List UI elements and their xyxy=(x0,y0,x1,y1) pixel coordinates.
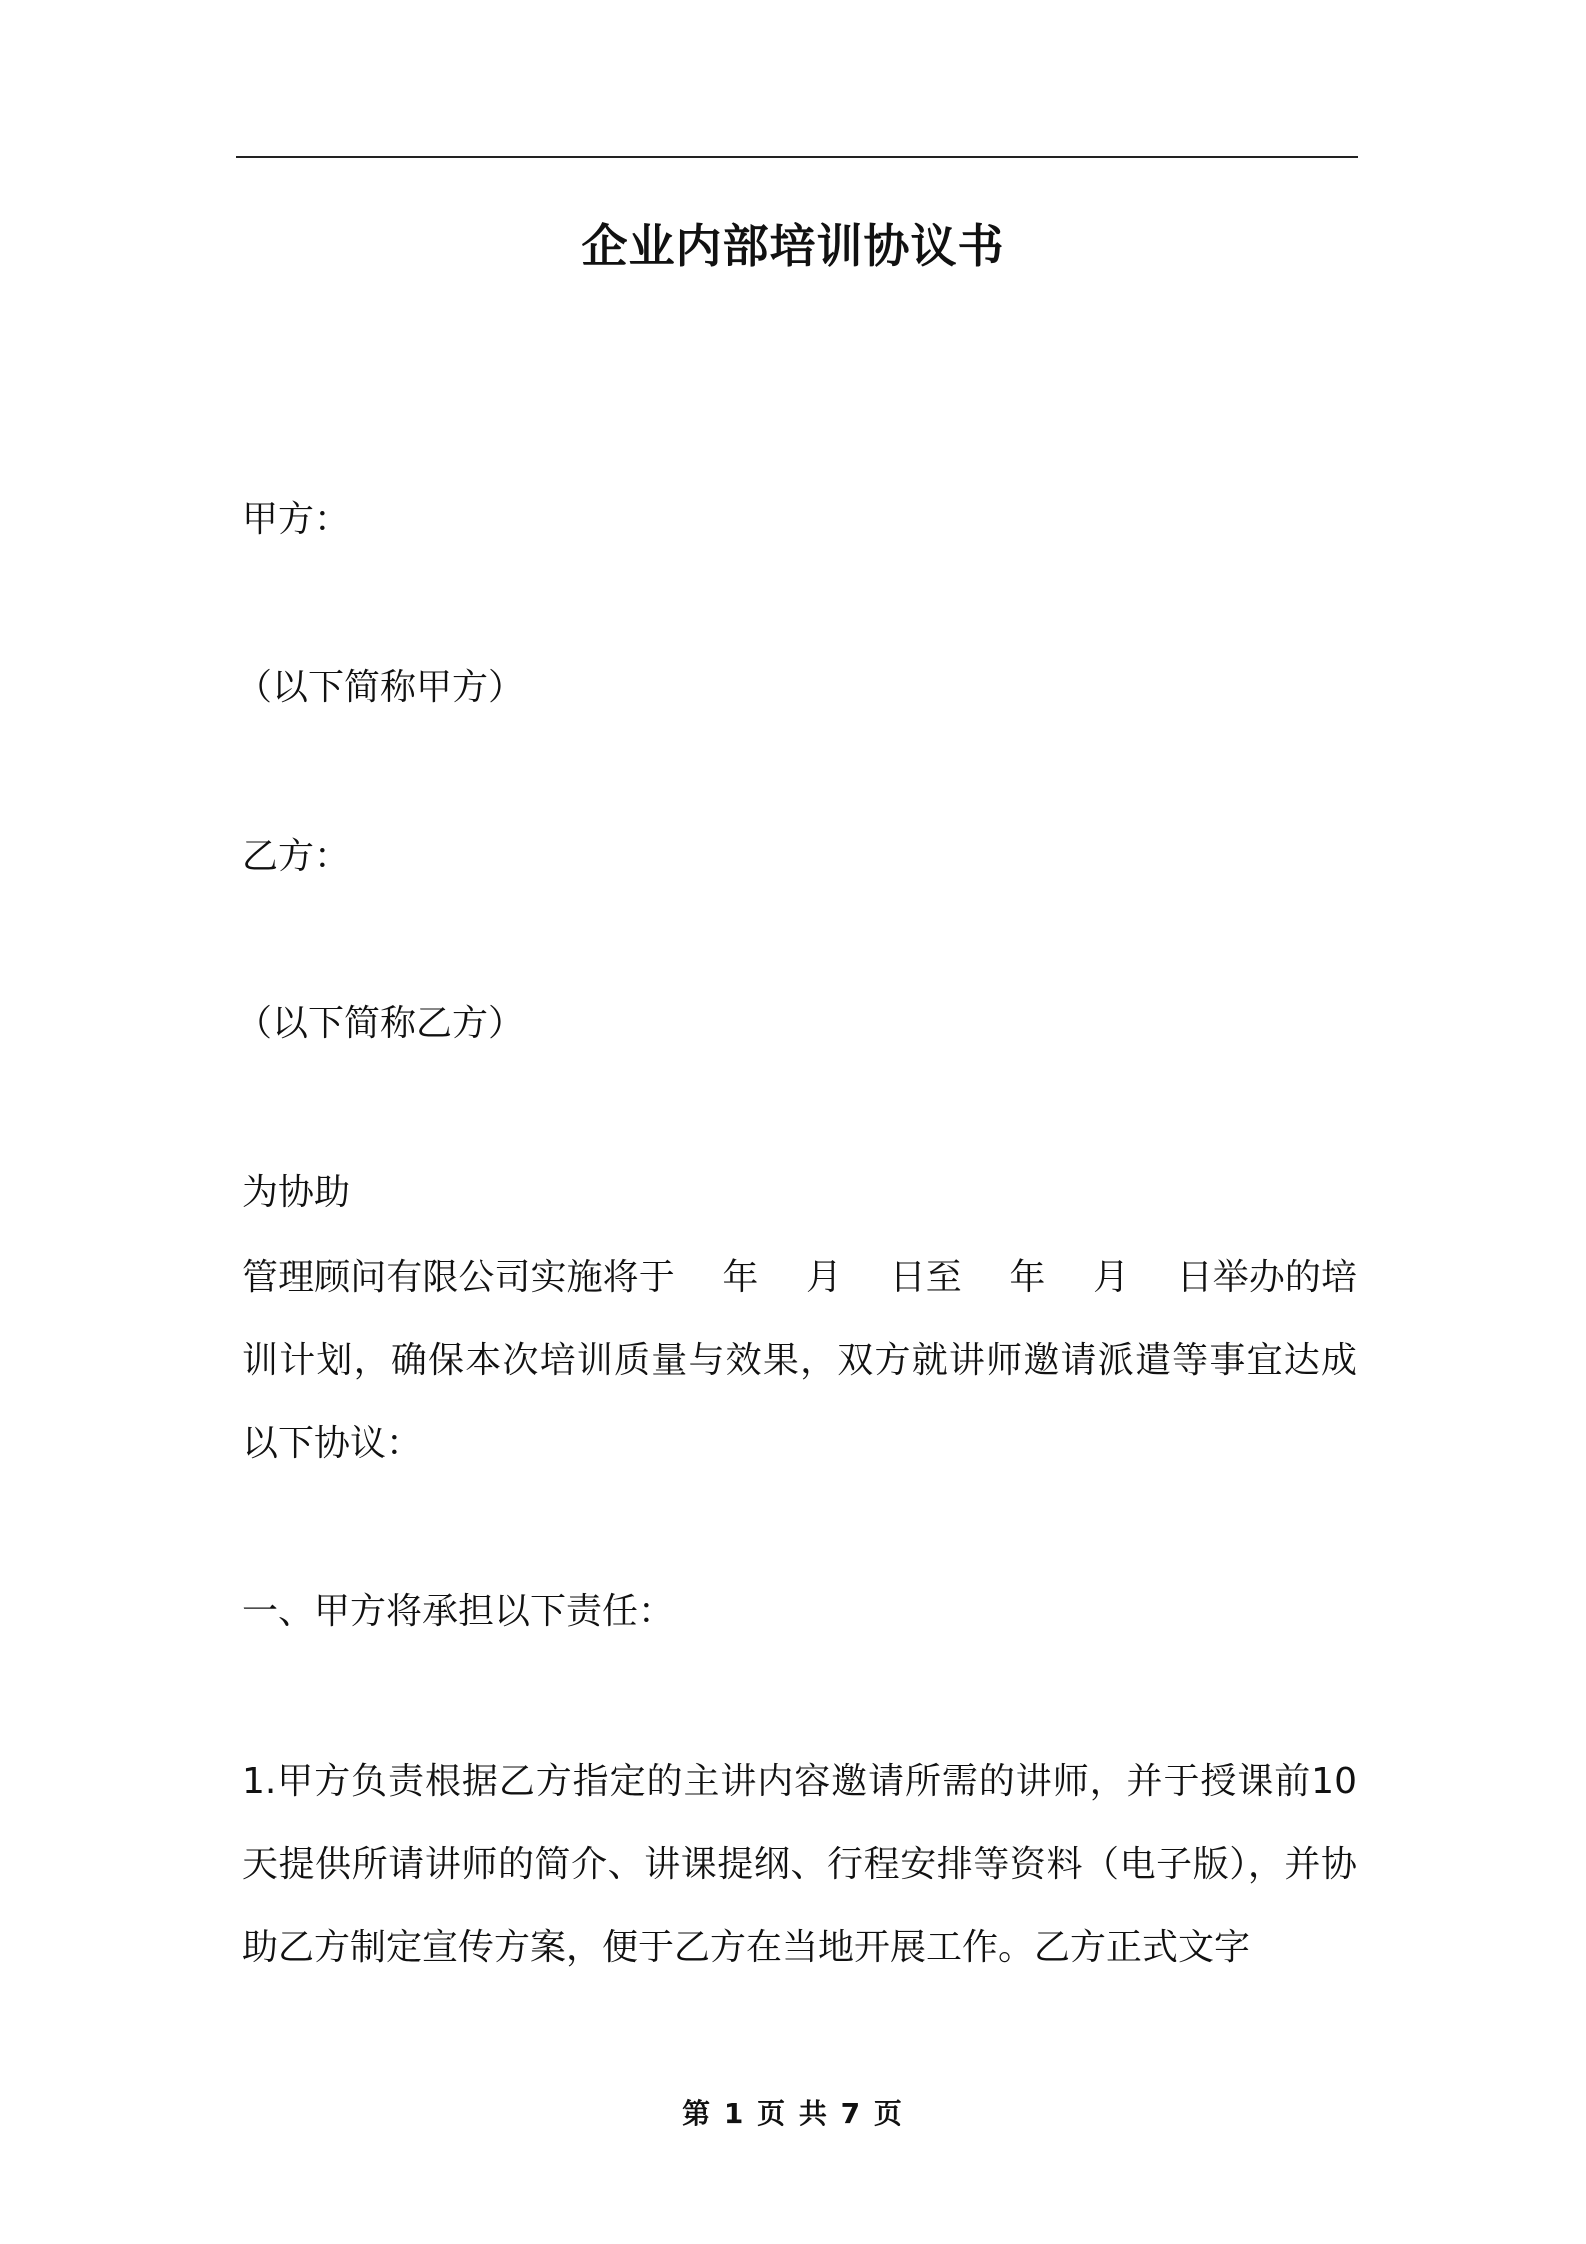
document-title: 企业内部培训协议书 xyxy=(581,219,1005,273)
header-rule xyxy=(236,156,1358,158)
party-a-label: 甲方： xyxy=(242,499,351,540)
intro-paragraph: 管理顾问有限公司实施将于 年 月 日至 年 月 日举办的培训计划，确保本次培训质量与效果，双方就讲师邀请派遣等事宜达成以下协议： xyxy=(242,1257,1357,1464)
party-b-alias: （以下简称乙方） xyxy=(236,1003,525,1044)
section-one-heading: 一、甲方将承担以下责任： xyxy=(242,1591,675,1632)
page-footer: 第 1 页 共 7 页 xyxy=(682,2097,904,2130)
intro-line: 为协助 xyxy=(242,1172,351,1213)
party-a-alias: （以下简称甲方） xyxy=(236,667,525,708)
party-b-label: 乙方： xyxy=(242,836,351,877)
clause-one-paragraph: 1.甲方负责根据乙方指定的主讲内容邀请所需的讲师，并于授课前10 天提供所请讲师的简介、讲课提纲、行程安排等资料（电子版），并协助乙方制定宣传方案，便于乙方在当地开展工作。乙方正式文字 xyxy=(242,1761,1357,1968)
